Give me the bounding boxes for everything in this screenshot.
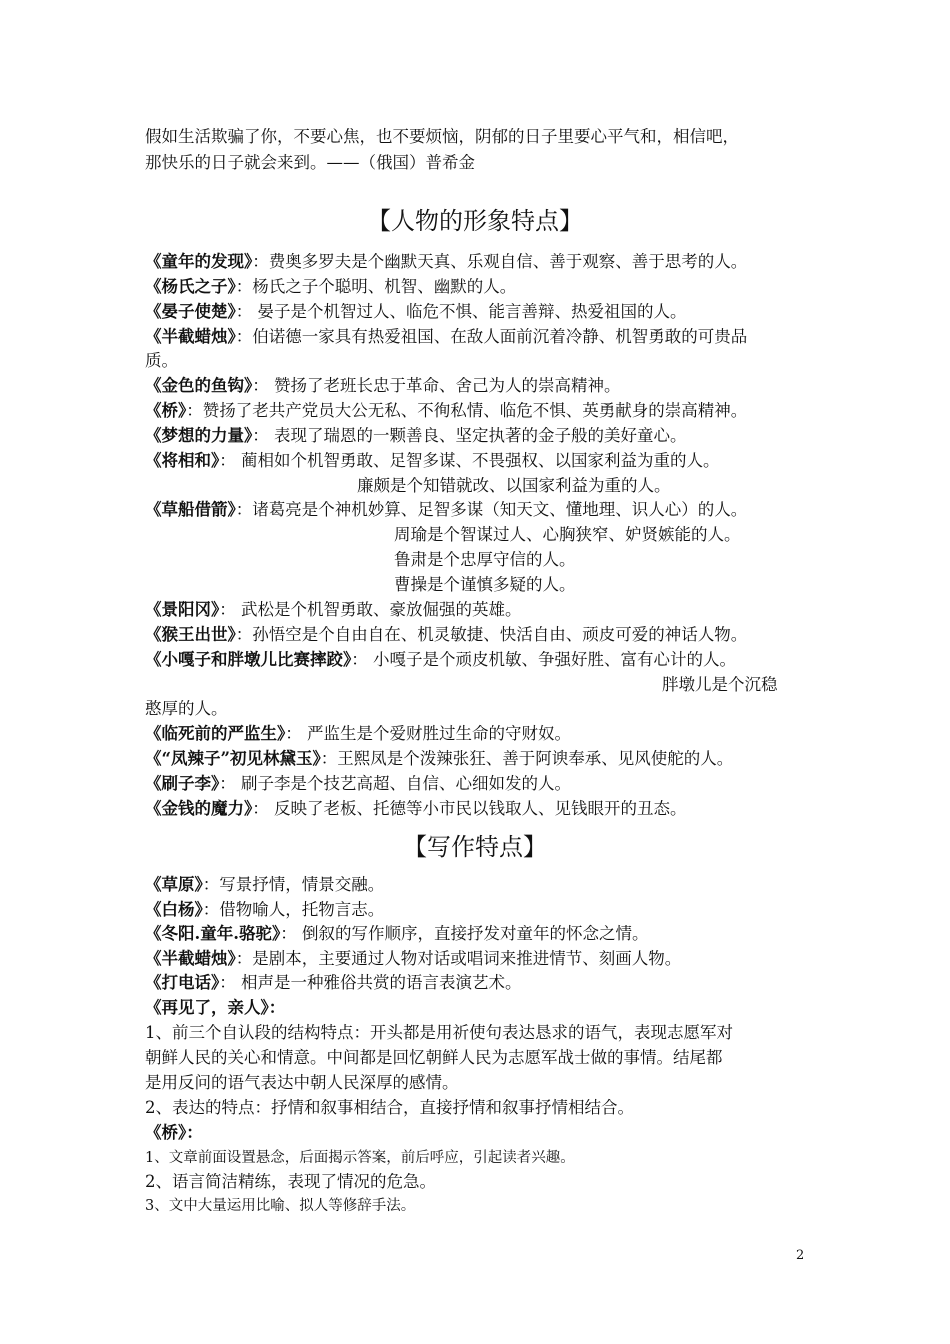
entry-text: ： 小嘎子是个顽皮机敏、争强好胜、富有心计的人。 <box>351 650 736 669</box>
entry-title: 《将相和》 <box>145 451 220 470</box>
character-entry-continuation <box>394 548 576 572</box>
writing-entry <box>145 1121 203 1145</box>
character-entry <box>145 797 687 821</box>
entry-text: ：伯诺德一家具有热爱祖国、在敌人面前沉着冷静、机智勇敢的可贵品 <box>235 327 748 346</box>
entry-text: 胖墩儿是个沉稳 <box>662 675 778 694</box>
character-entry <box>145 449 720 473</box>
entry-title: 《再见了，亲人》 <box>145 998 269 1017</box>
entry-title: 《金钱的魔力》 <box>145 799 253 818</box>
writing-entry <box>145 996 285 1020</box>
entry-text: ：赞扬了老共产党员大公无私、不徇私情、临危不惧、英勇献身的崇高精神。 <box>186 401 748 420</box>
entry-text: ： 反映了老板、托德等小市民以钱取人、见钱眼开的丑态。 <box>252 799 687 818</box>
character-entry <box>145 424 687 448</box>
page-number: 2 <box>796 1248 805 1263</box>
character-entry-continuation <box>145 697 228 721</box>
writing-paragraph <box>145 1046 723 1070</box>
entry-text: 1、前三个自认段的结构特点：开头都是用祈使句表达恳求的语气，表现志愿军对 <box>145 1023 733 1042</box>
entry-text: ： 赞扬了老班长忠于革命、舍己为人的崇高精神。 <box>252 376 621 395</box>
entry-text: 是用反问的语气表达中朝人民深厚的感情。 <box>145 1073 459 1092</box>
entry-text: ：借物喻人，托物言志。 <box>202 900 385 919</box>
character-entry <box>145 399 747 423</box>
entry-text: 曹操是个谨慎多疑的人。 <box>394 575 576 594</box>
writing-entry <box>145 873 384 897</box>
writing-entry <box>145 898 384 922</box>
character-entry <box>145 648 736 672</box>
entry-text: 廉颇是个知错就改、以国家利益为重的人。 <box>357 476 671 495</box>
writing-paragraph <box>145 1146 575 1170</box>
entry-text: ： 武松是个机智勇敢、豪放倔强的英雄。 <box>219 600 522 619</box>
entry-text: 鲁肃是个忠厚守信的人。 <box>394 550 576 569</box>
entry-title: 《半截蜡烛》 <box>145 949 236 968</box>
entry-text: ： 相声是一种雅俗共赏的语言表演艺术。 <box>219 973 522 992</box>
character-entry-continuation <box>145 349 178 373</box>
entry-title: 《打电话》 <box>145 973 220 992</box>
writing-paragraph <box>145 1170 436 1194</box>
character-entry <box>145 747 733 771</box>
entry-title: 《梦想的力量》 <box>145 426 253 445</box>
entry-text: ：写景抒情，情景交融。 <box>202 875 385 894</box>
entry-title: 《桥》 <box>145 401 187 420</box>
quote-line-1: 假如生活欺骗了你，不要心焦，也不要烦恼，阴郁的日子里要心平气和，相信吧， <box>145 127 739 146</box>
character-entry <box>145 598 522 622</box>
entry-text: ：王熙凤是个泼辣张狂、善于阿谀奉承、见风使舵的人。 <box>320 749 734 768</box>
entry-text: 3、文中大量运用比喻、拟人等修辞手法。 <box>145 1198 416 1214</box>
entry-text: ： 倒叙的写作顺序，直接抒发对童年的怀念之情。 <box>280 924 649 943</box>
section-heading-writing: 【写作特点】 <box>403 833 547 861</box>
entry-title: 《冬阳.童年.骆驼》 <box>145 924 281 943</box>
writing-entry <box>145 971 522 995</box>
entry-text: ：孙悟空是个自由自在、机灵敏捷、快活自由、顽皮可爱的神话人物。 <box>235 625 748 644</box>
character-entry <box>145 623 747 647</box>
entry-title: 《白杨》 <box>145 900 203 919</box>
entry-title: 《草船借箭》 <box>145 500 236 519</box>
entry-title: 《“凤辣子”初见林黛玉》 <box>145 749 321 768</box>
entry-title: 《景阳冈》 <box>145 600 220 619</box>
writing-entry <box>145 922 649 946</box>
entry-text: 朝鲜人民的关心和情意。中间都是回忆朝鲜人民为志愿军战士做的事情。结尾都 <box>145 1048 723 1067</box>
entry-text: ： 晏子是个机智过人、临危不惧、能言善辩、热爱祖国的人。 <box>235 302 687 321</box>
character-entry-continuation <box>394 523 741 547</box>
character-entry <box>145 498 747 522</box>
entry-text: 憨厚的人。 <box>145 699 228 718</box>
entry-text: 2、语言简洁精练，表现了情况的危急。 <box>145 1172 436 1191</box>
entry-text: 2、表达的特点：抒情和叙事相结合，直接抒情和叙事抒情相结合。 <box>145 1098 634 1117</box>
entry-title: 《小嘎子和胖墩儿比赛摔跤》 <box>145 650 352 669</box>
entry-text: ： <box>268 998 286 1017</box>
entry-title: 《杨氏之子》 <box>145 277 236 296</box>
entry-title: 《晏子使楚》 <box>145 302 236 321</box>
entry-title: 《临死前的严监生》 <box>145 724 286 743</box>
character-entry-continuation <box>357 474 671 498</box>
entry-text: ： <box>186 1123 203 1142</box>
writing-paragraph <box>145 1194 415 1218</box>
character-entry <box>145 772 571 796</box>
entry-text: ： 刷子李是个技艺高超、自信、心细如发的人。 <box>219 774 571 793</box>
entry-text: ：诸葛亮是个神机妙算、足智多谋（知天文、懂地理、识人心）的人。 <box>235 500 748 519</box>
entry-title: 《金色的鱼钩》 <box>145 376 253 395</box>
writing-paragraph <box>145 1021 733 1045</box>
entry-title: 《草原》 <box>145 875 203 894</box>
entry-title: 《刷子李》 <box>145 774 220 793</box>
character-entry <box>145 250 747 274</box>
writing-paragraph <box>145 1096 634 1120</box>
entry-title: 《半截蜡烛》 <box>145 327 236 346</box>
entry-text: ：费奥多罗夫是个幽默天真、乐观自信、善于观察、善于思考的人。 <box>252 252 748 271</box>
character-entry-continuation <box>394 573 576 597</box>
entry-title: 《桥》 <box>145 1123 187 1142</box>
character-entry-continuation <box>662 673 778 697</box>
entry-title: 《童年的发现》 <box>145 252 253 271</box>
entry-text: ： 严监生是个爱财胜过生命的守财奴。 <box>285 724 571 743</box>
entry-title: 《猴王出世》 <box>145 625 236 644</box>
writing-entry <box>145 947 681 971</box>
character-entry <box>145 374 621 398</box>
entry-text: ： 蔺相如个机智勇敢、足智多谋、不畏强权、以国家利益为重的人。 <box>219 451 720 470</box>
entry-text: 质。 <box>145 351 178 370</box>
section-heading-characters: 【人物的形象特点】 <box>367 207 583 235</box>
entry-text: 1、文章前面设置悬念，后面揭示答案，前后呼应，引起读者兴趣。 <box>145 1150 575 1166</box>
quote-line-2: 那快乐的日子就会来到。——（俄国）普希金 <box>145 153 475 172</box>
writing-paragraph <box>145 1071 459 1095</box>
entry-text: ： 表现了瑞恩的一颗善良、坚定执著的金子般的美好童心。 <box>252 426 687 445</box>
character-entry <box>145 300 687 324</box>
entry-text: ：杨氏之子个聪明、机智、幽默的人。 <box>235 277 517 296</box>
entry-text: 周瑜是个智谋过人、心胸狭窄、妒贤嫉能的人。 <box>394 525 741 544</box>
entry-text: ：是剧本，主要通过人物对话或唱词来推进情节、刻画人物。 <box>235 949 682 968</box>
character-entry <box>145 325 747 349</box>
character-entry <box>145 722 571 746</box>
character-entry <box>145 275 516 299</box>
